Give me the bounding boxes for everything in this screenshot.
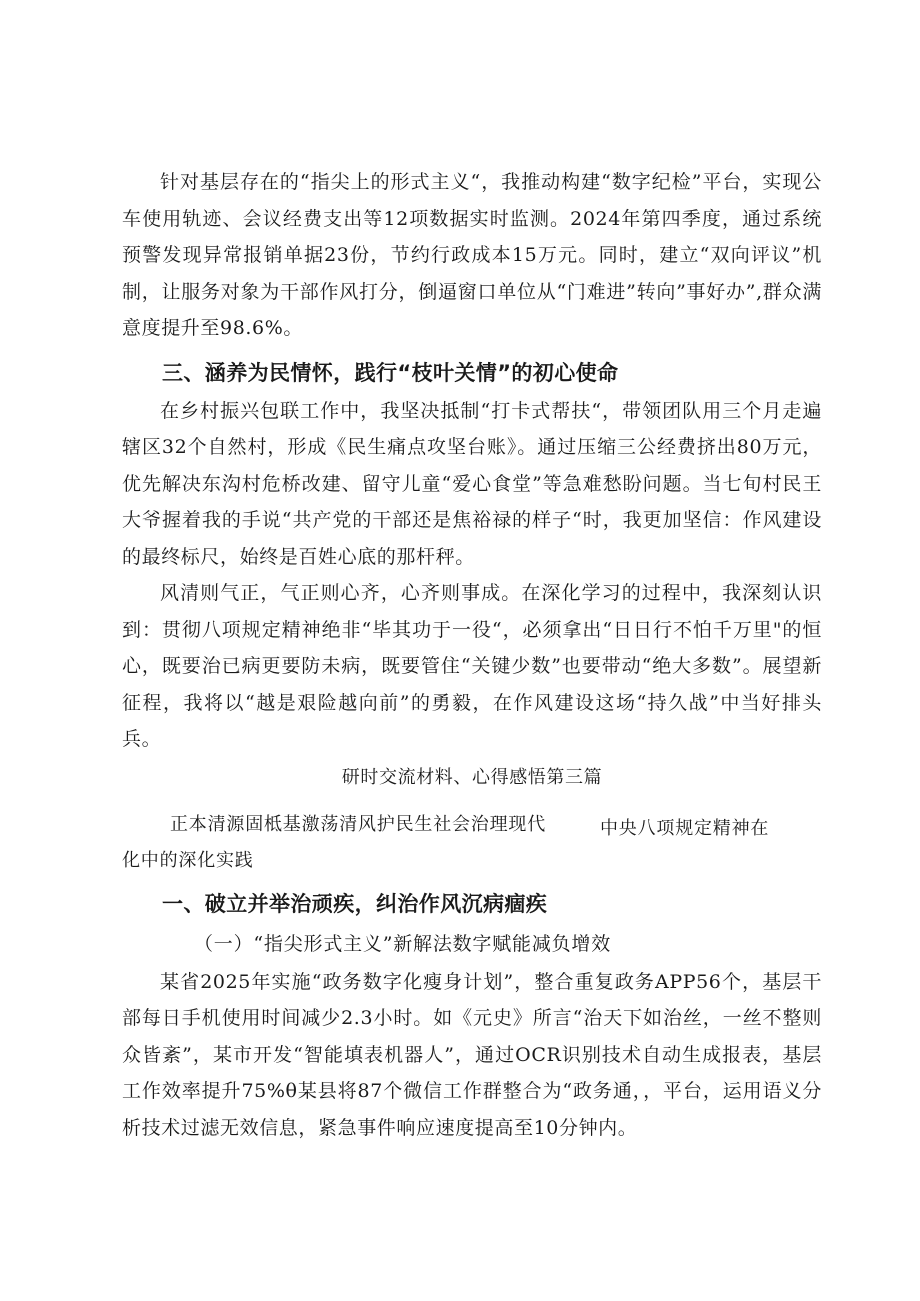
article-title-line1-left: 正本清源固柢基激荡清风护民生社会治理现代 (170, 813, 546, 835)
subheading-one: （一）“指尖形式主义”新解法数字赋能减负增效 (194, 932, 612, 955)
paragraph-conclusion: 风清则气正，气正则心齐，心齐则事成。在深化学习的过程中，我深刻认识到：贯彻八项规定精神绝非“毕其功于一役“，必须拿出“日日行不怕千万里"的恒心，既要治已病更要防未病，既要管住“关键少数”也要带动“绝大多数”。展望新征程，我将以“越是艰险越向前”的勇毅，在作风建设这场“持久战”中当好排头兵。 (122, 582, 822, 750)
article-title-line2: 化中的深化实践 (122, 849, 254, 871)
paragraph-digital-slimming: 某省2025年实施“政务数字化瘦身计划”，整合重复政务APP56个，基层干部每日手机使用时间减少2.3小时。如《元史》所言“治天下如治丝，一丝不整则众皆紊”，某市开发“智能填表机器人”，通过OCR识别技术自动生成报表，基层工作效率提升75%θ某县将87个微信工作群整合为“政务通，，平台，运用语义分析技术过滤无效信息，紧急事件响应速度提高至10分钟内。 (122, 970, 822, 1139)
article-title-line1-right: 中央八项规定精神在 (600, 817, 770, 839)
paragraph-rural-revitalization: 在乡村振兴包联工作中，我坚决抵制“打卡式帮扶“，带领团队用三个月走遍辖区32个自然村，形成《民生痛点攻坚台账》。通过压缩三公经费挤出80万元，优先解决东沟村危桥改建、留守儿童“爱心食堂”等急难愁盼问题。当七旬村民王大爷握着我的手说“共产党的干部还是焦裕禄的样子“时，我更加坚信：作风建设的最终标尺，始终是百姓心底的那杆秤。 (122, 399, 822, 568)
paragraph-digital-discipline: 针对基层存在的“指尖上的形式主义“，我推动构建“数字纪检”平台，实现公车使用轨迹、会议经费支出等12项数据实时监测。2024年第四季度，通过系统预警发现异常报销单据23份，节约行政成本15万元。同时，建立“双向评议”机制，让服务对象为干部作风打分，倒逼窗口单位从“门难进”转向”事好办”,群众满意度提升至98.6%。 (122, 171, 822, 339)
heading-section-three: 三、涵养为民情怀，践行“枝叶关情”的初心使命 (162, 360, 619, 385)
section-title: 研时交流材料、心得感悟第三篇 (341, 766, 603, 788)
article-title (122, 804, 822, 878)
heading-section-one: 一、破立并举治顽疾，纠治作风沉病痼疾 (162, 891, 548, 916)
document-body (122, 164, 822, 1146)
